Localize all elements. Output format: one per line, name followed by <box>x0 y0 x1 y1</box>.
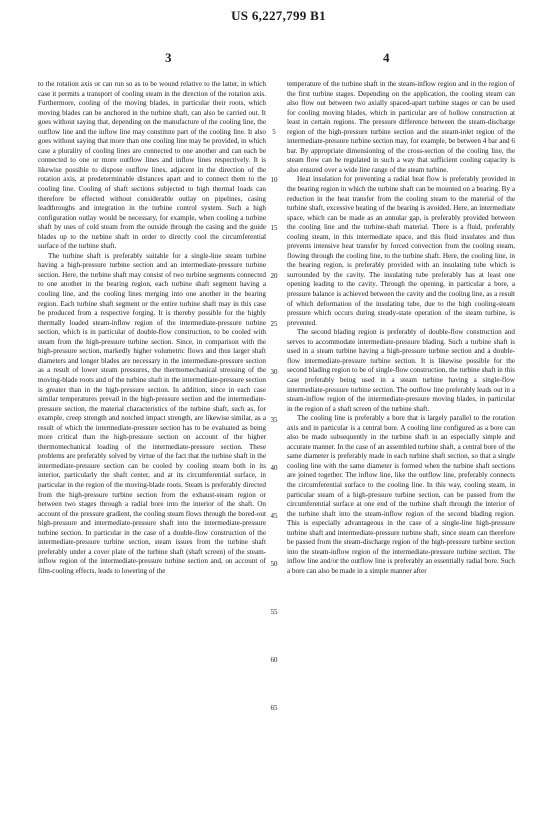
left-column <box>38 80 266 576</box>
line-number: 55 <box>270 608 278 616</box>
line-number: 15 <box>270 224 278 232</box>
patent-number: US 6,227,799 B1 <box>231 8 326 23</box>
line-number: 45 <box>270 512 278 520</box>
page-header <box>0 0 557 80</box>
left-paragraph-2: The turbine shaft is preferably suitable for a single-line steam turbine having a high-pressure turbine section and an intermediate-pressure turbine section. Here, the turbine shaft may consist of two turbine segments connected to one another in the bearing region, each turbine shaft segment having a cooling line, and the cooling lines merging into one another in the bearing region. Each turbine shaft segment or the entire turbine shaft may in this case be produced from a respective forging. It is thereby possible for the highly thermally loaded steam-inflow region of the intermediate-pressure turbine section, which is in particular of double-flow construction, to be cooled with steam from the high-pressure turbine section. Since, in comparison with the high-pressure section, markedly higher volumetric flows and thus larger shaft diameters and longer blades are necessary in the intermediate-pressure section as a result of lower steam pressures, the thermomechanical stressing of the moving-blade roots and of the turbine shaft in the intermediate-pressure section is greater than in the high-pressure section. In addition, since in each case similar temperatures prevail in the high-pressure section and the intermediate-pressure section, the material characteristics of the turbine shaft, such as, for example, creep strength and notched impact strength, are likewise similar, as a result of which the intermediate-pressure section has to be evaluated as being more critical than the high-pressure section on account of the higher thermomechanical loading of the intermediate-pressure section. These problems are preferably solved by virtue of the fact that the turbine shaft in the intermediate-pressure section can be cooled by cooling steam both in its interior, particularly the shaft center, and at its circumferential surface, in particular in the region of the moving-blade roots. Steam is preferably directed from the high-pressure turbine section from the exhaust-steam region or between two stages through a radial bore into the interior of the shaft. On account of the pressure gradient, the cooling steam flows through the bored-out high-pressure and intermediate-pressure shaft into the intermediate-pressure turbine section. In particular in the case of a double-flow construction of the intermediate-pressure turbine section, steam issues from the turbine shaft preferably under a cover plate of the turbine shaft (shaft screen) of the steam-inflow region of the intermediate-pressure turbine section and, on account of film-cooling effects, leads to lowering of the <box>38 251 266 575</box>
line-number: 60 <box>270 656 278 664</box>
line-number: 35 <box>270 416 278 424</box>
line-number: 65 <box>270 704 278 712</box>
right-paragraph-4: The cooling line is preferably a bore that is largely parallel to the rotation axis and in particular is a central bore. A cooling line configured as a bore can also be made subsequently in the turbine shaft in an especially simple and accurate manner. In the case of an assembled turbine shaft, a central bore of the same diameter is preferably made in each turbine shaft section, so that a single cooling line with the same diameter is formed when the turbine shaft sections are joined together. The inflow line, like the outflow line, preferably connects the circumferential surface to the cooling line. In this way, cooling steam, in particular steam of a high-pressure turbine section, can be passed from the circumferential surface at one end of the turbine shaft through the interior of the turbine shaft into the steam-inflow region of the second blading region. This is especially advantageous in the case of a single-line high-pressure turbine shaft and intermediate-pressure turbine shaft, since steam can therefore be passed from the steam-discharge region of the high-pressure turbine section into the steam-inflow region of the intermediate-pressure turbine section. The inflow line and/or the outflow line is preferably an essentially radial bore. Such a bore can also be made in a simple manner after <box>287 414 515 575</box>
right-paragraph-2: Heat insulation for preventing a radial heat flow is preferably provided in the bearing region in which the turbine shaft can be mounted on a bearing. By a reduction in the heat transfer from the cooling steam to the material of the turbine shaft, excessive heating of the bearing is avoided. Here, an intermediate space, which can be made as an annular gap, is preferably provided between the cooling line and the turbine-shaft material. There is a fluid, preferably cooling steam, in this intermediate space, and this fluid insulates and thus prevents intensive heat transfer by forced convection from the cooling steam, flowing through the cooling line, to the turbine shaft. Here, the cooling line, in the bearing region, is preferably provided with an insulating tube which is surrounded by the cavity. The insulating tube preferably has at least one opening leading to the cavity. Through the opening, in particular a bore, a pressure balance is achieved between the cavity and the cooling line, as a result of which deformation of the insulating tube, due to the high cooling-steam pressure which occurs during steady-state operation of the steam turbine, is prevented. <box>287 175 515 327</box>
left-paragraph-1: to the rotation axis or can run so as to be wound relative to the latter, in which case it permits a transport of cooling steam in the direction of the rotation axis. Furthermore, cooling of the moving blades, in particular their roots, which moving blades can be anchored in the turbine shaft, can also be carried out. It goes without saying that, depending on the manufacture of the cooling line, the outflow line and the inflow line may constitute part of the cooling line. It also goes without saying that more than one cooling line may be provided, in which case a plurality of cooling lines are connected to one another and can each be connected to one or more outflow lines and inflow lines respectively. It is likewise possible to dispose outflow lines, adjacent in the direction of the rotation axis, at predeterminable distances apart and to connect them to the cooling line. Cooling of shaft sections subjected to high thermal loads can therefore be effected without considerable outlay on pipelines, casing leadthroughs and integration in the turbine control system. Such a high configuration outlay would be necessary, for example, when cooling a turbine shaft by uses of cold steam from the outside through the casing and the guide blades up to the turbine shaft in order to directly cool the circumferential surface of the turbine shaft. <box>38 80 266 251</box>
line-number: 10 <box>270 176 278 184</box>
line-number: 25 <box>270 320 278 328</box>
left-page-number: 3 <box>165 50 172 65</box>
right-paragraph-3: The second blading region is preferably of double-flow construction and serves to accommodate intermediate-pressure blading. Such a turbine shaft is used in a steam turbine having a high-pressure turbine section and a double-flow intermediate-pressure turbine section. It is likewise possible for the second blading region to be of single-flow construction, the turbine shaft in this case preferably being used in a steam turbine having a single-flow intermediate-pressure turbine section. The outflow line preferably leads out in a steam-inflow region of the intermediate-pressure moving blades, in particular in the region of a shaft screen of the turbine shaft. <box>287 328 515 413</box>
line-number: 30 <box>270 368 278 376</box>
right-page-number: 4 <box>383 50 390 65</box>
line-number: 5 <box>272 128 276 136</box>
right-column <box>287 80 515 576</box>
line-number: 20 <box>270 272 278 280</box>
line-number: 50 <box>270 560 278 568</box>
right-paragraph-1: temperature of the turbine shaft in the steam-inflow region and in the region of the first turbine stages. Depending on the application, the cooling steam can also flow out between two axially spaced-apart turbine stages or can be used for cooling moving blades, which in particular are of hollow construction at least in certain regions. The pressure difference between the steam-discharge region of the high-pressure turbine section and the steam-inlet region of the intermediate-pressure turbine section may, for example, be between 4 bar and 6 bar. By appropriate dimensioning of the cross-section of the cooling line, the steam flow can be regulated in such a way that sufficient cooling capacity is also ensured over a wide line range of the steam turbine. <box>287 80 515 174</box>
line-number: 40 <box>270 464 278 472</box>
